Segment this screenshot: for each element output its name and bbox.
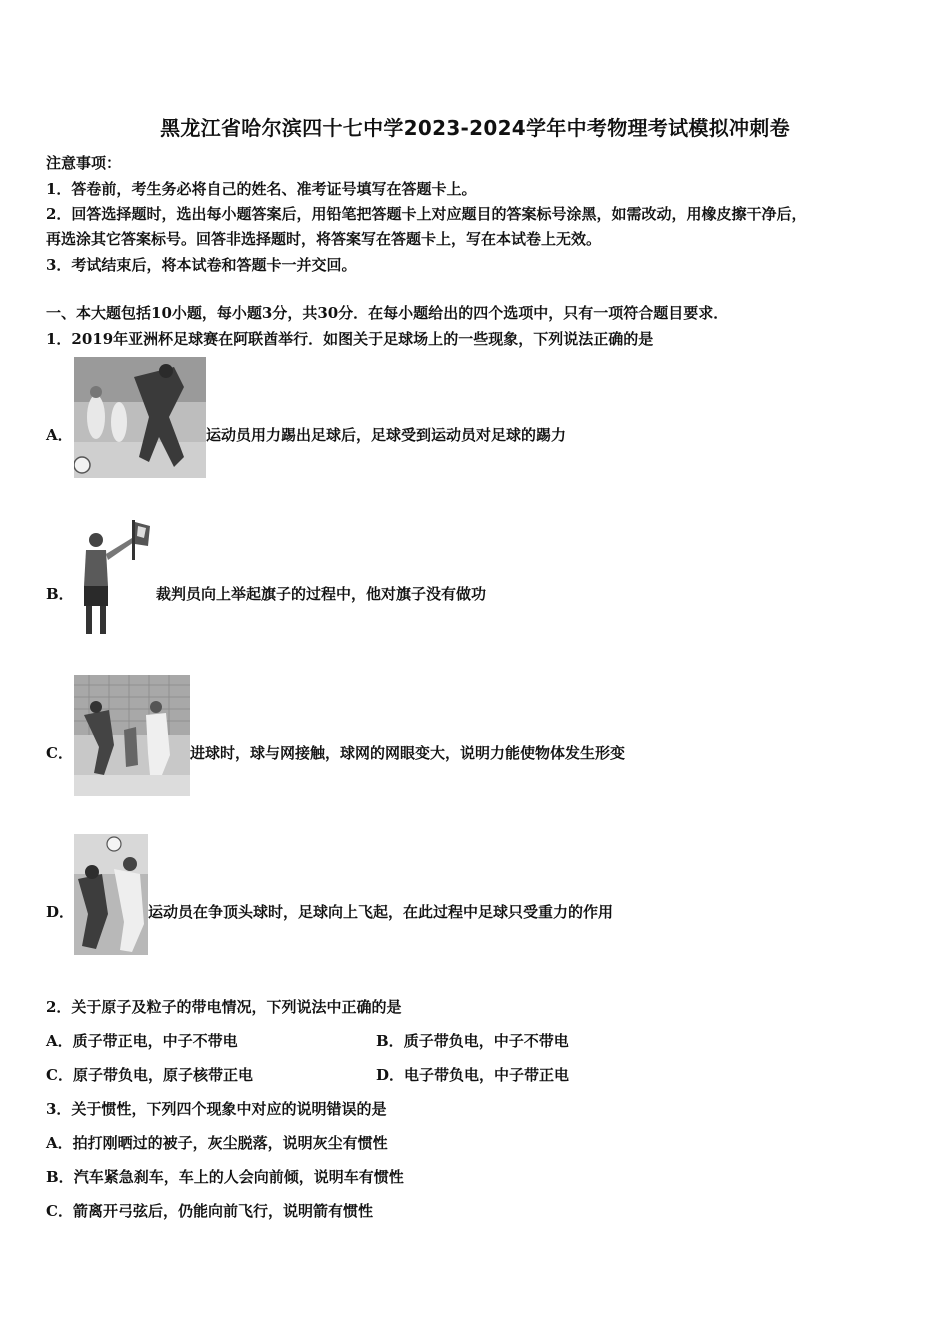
q3-option-a-text: 拍打刚晒过的被子，灰尘脱落，说明灰尘有惯性 (72, 1134, 388, 1152)
header-duel-image (74, 834, 148, 955)
q3-option-a-label: A． (46, 1134, 73, 1152)
q1-option-d-label: D． (46, 903, 75, 921)
q2-option-a-label: A． (46, 1032, 73, 1050)
q2-option-b-text: 质子带负电，中子不带电 (403, 1032, 569, 1050)
notice-item-1: 1．答卷前，考生务必将自己的姓名、准考证号填写在答题卡上。 (46, 180, 477, 198)
q3-option-b (46, 1166, 404, 1187)
notice-item-3: 3．考试结束后，将本试卷和答题卡一并交回。 (46, 256, 357, 274)
q1-option-c-text: 进球时，球与网接触，球网的网眼变大，说明力能使物体发生形变 (190, 744, 626, 762)
question-1-stem: 1．2019年亚洲杯足球赛在阿联酋举行．如图关于足球场上的一些现象，下列说法正确的是 (46, 330, 654, 348)
soccer-kick-image (74, 357, 206, 478)
q1-option-c-photo (74, 675, 190, 796)
q2-option-d-text: 电子带负电，中子带正电 (404, 1066, 570, 1084)
q2-option-c-label: C． (46, 1066, 73, 1084)
q2-option-c-text: 原子带负电，原子核带正电 (72, 1066, 253, 1084)
question-2-stem: 2．关于原子及粒子的带电情况，下列说法中正确的是 (46, 998, 402, 1016)
q1-option-c-label: C． (46, 744, 73, 762)
notice-heading: 注意事项： (46, 154, 122, 172)
q1-option-a-text: 运动员用力踢出足球后，足球受到运动员对足球的踢力 (206, 426, 567, 444)
q2-option-a (46, 1030, 238, 1051)
section-1-instructions: 一、本大题包括10小题，每小题3分，共30分．在每小题给出的四个选项中，只有一项符合题目要求． (46, 304, 729, 322)
q3-option-c-text: 箭离开弓弦后，仍能向前飞行，说明箭有惯性 (72, 1202, 373, 1220)
q1-option-b-label: B． (46, 585, 74, 603)
q2-option-d-label: D． (376, 1066, 405, 1084)
q3-option-c (46, 1200, 373, 1221)
q2-option-b-label: B． (376, 1032, 404, 1050)
q1-option-d-text: 运动员在争顶头球时，足球向上飞起，在此过程中足球只受重力的作用 (148, 903, 614, 921)
q1-option-b-text: 裁判员向上举起旗子的过程中，他对旗子没有做功 (156, 585, 487, 603)
question-3-stem: 3．关于惯性，下列四个现象中对应的说明错误的是 (46, 1100, 387, 1118)
q2-option-c (46, 1064, 253, 1085)
q1-option-a-label: A． (46, 426, 73, 444)
q1-option-d-photo (74, 834, 148, 955)
goal-net-image (74, 675, 190, 796)
q3-option-c-label: C． (46, 1202, 73, 1220)
q3-option-a (46, 1132, 388, 1153)
q3-option-b-label: B． (46, 1168, 74, 1186)
notice-item-2: 2．回答选择题时，选出每小题答案后，用铅笔把答题卡上对应题目的答案标号涂黑，如需改动，用橡皮擦干净后， (46, 205, 807, 223)
q2-option-b (376, 1030, 569, 1051)
q3-option-b-text: 汽车紧急刹车，车上的人会向前倾，说明车有惯性 (73, 1168, 404, 1186)
q2-option-a-text: 质子带正电，中子不带电 (72, 1032, 238, 1050)
referee-flag-image (74, 516, 156, 637)
q1-option-a-photo (74, 357, 206, 478)
exam-title: 黑龙江省哈尔滨四十七中学2023-2024学年中考物理考试模拟冲刺卷 (160, 116, 790, 140)
q2-option-d (376, 1064, 569, 1085)
q1-option-b-photo (74, 516, 156, 637)
notice-item-2-cont: 再选涂其它答案标号。回答非选择题时，将答案写在答题卡上，写在本试卷上无效。 (46, 230, 602, 248)
